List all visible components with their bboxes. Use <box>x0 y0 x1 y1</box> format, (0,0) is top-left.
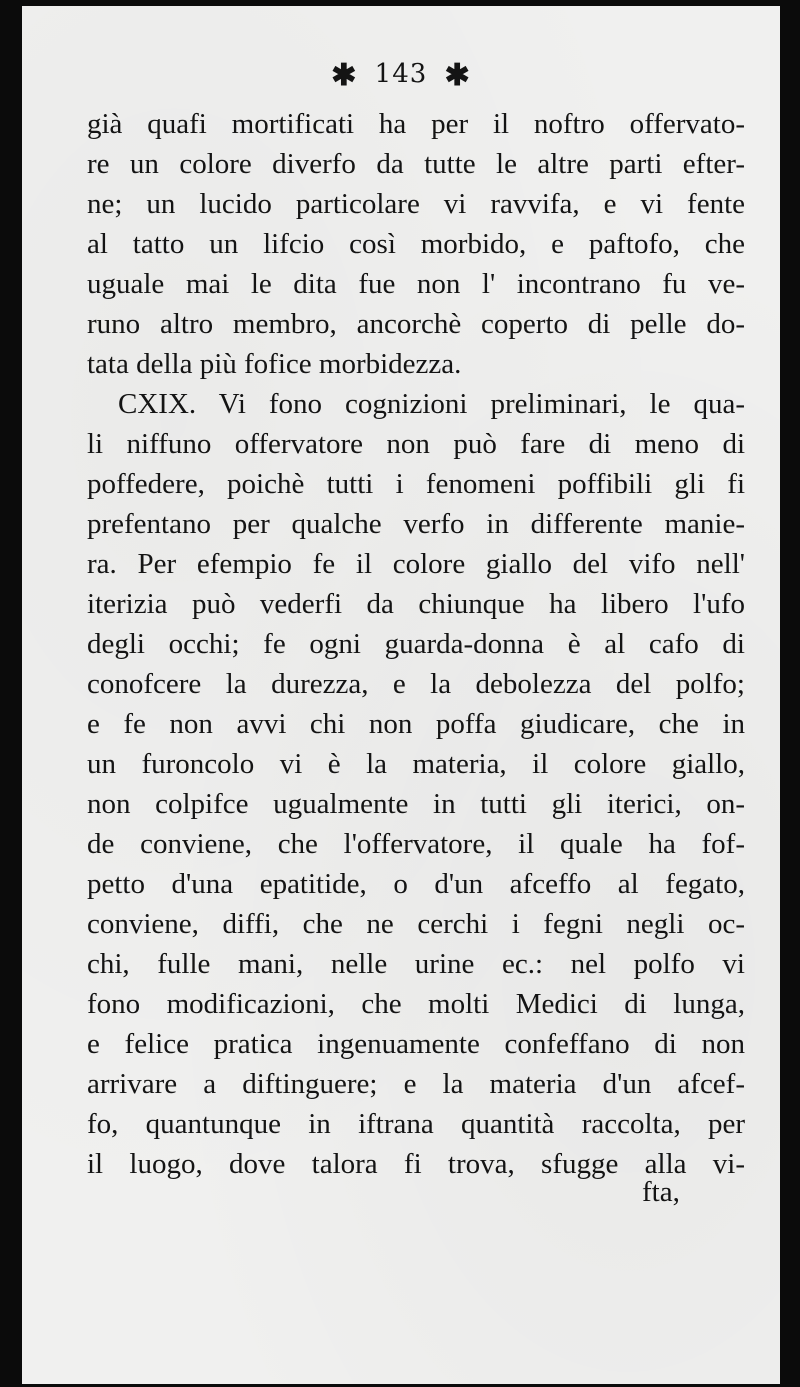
text-line: CXIX. Vi fono cognizioni preliminari, le qua- <box>118 388 745 420</box>
text-line: de conviene, che l'offervatore, il quale ha fof- <box>87 828 745 860</box>
running-header <box>22 58 780 93</box>
book-page <box>22 6 780 1384</box>
text-line: arrivare a diftinguere; e la materia d'un afcef- <box>87 1068 745 1100</box>
text-line: li niffuno offervatore non può fare di meno di <box>87 428 745 460</box>
text-line: tata della più fofice morbidezza. <box>87 348 462 380</box>
text-line: runo altro membro, ancorchè coperto di pelle do- <box>87 308 745 340</box>
text-line: iterizia può vederfi da chiunque ha libero l'ufo <box>87 588 745 620</box>
text-line: un furoncolo vi è la materia, il colore giallo, <box>87 748 745 780</box>
left-ornament: ✱ <box>331 58 358 93</box>
text-line: al tatto un lifcio così morbido, e paftofo, che <box>87 228 745 260</box>
text-line: prefentano per qualche verfo in differente manie- <box>87 508 745 540</box>
page-number: 143 <box>374 59 428 89</box>
text-line: ne; un lucido particolare vi ravvifa, e vi fente <box>87 188 745 220</box>
text-line: il luogo, dove talora fi trova, sfugge alla vi- <box>87 1148 745 1180</box>
catchword: fta, <box>642 1176 680 1208</box>
right-ornament: ✱ <box>444 58 471 93</box>
text-line: non colpifce ugualmente in tutti gli iterici, on- <box>87 788 745 820</box>
text-line: ra. Per efempio fe il colore giallo del vifo nell' <box>87 548 745 580</box>
text-line: conofcere la durezza, e la debolezza del polfo; <box>87 668 745 700</box>
text-line: chi, fulle mani, nelle urine ec.: nel polfo vi <box>87 948 745 980</box>
text-line: conviene, diffi, che ne cerchi i fegni negli oc- <box>87 908 745 940</box>
text-line: degli occhi; fe ogni guarda-donna è al cafo di <box>87 628 745 660</box>
text-line: petto d'una epatitide, o d'un afceffo al fegato, <box>87 868 745 900</box>
text-line: uguale mai le dita fue non l' incontrano fu ve- <box>87 268 745 300</box>
text-line: e fe non avvi chi non poffa giudicare, che in <box>87 708 745 740</box>
text-line: fo, quantunque in iftrana quantità raccolta, per <box>87 1108 745 1140</box>
text-line: e felice pratica ingenuamente confeffano di non <box>87 1028 745 1060</box>
text-line: poffedere, poichè tutti i fenomeni poffibili gli fi <box>87 468 745 500</box>
text-line: re un colore diverfo da tutte le altre parti efter- <box>87 148 745 180</box>
text-line: già quafi mortificati ha per il noftro offervato- <box>87 108 745 140</box>
text-line: fono modificazioni, che molti Medici di lunga, <box>87 988 745 1020</box>
